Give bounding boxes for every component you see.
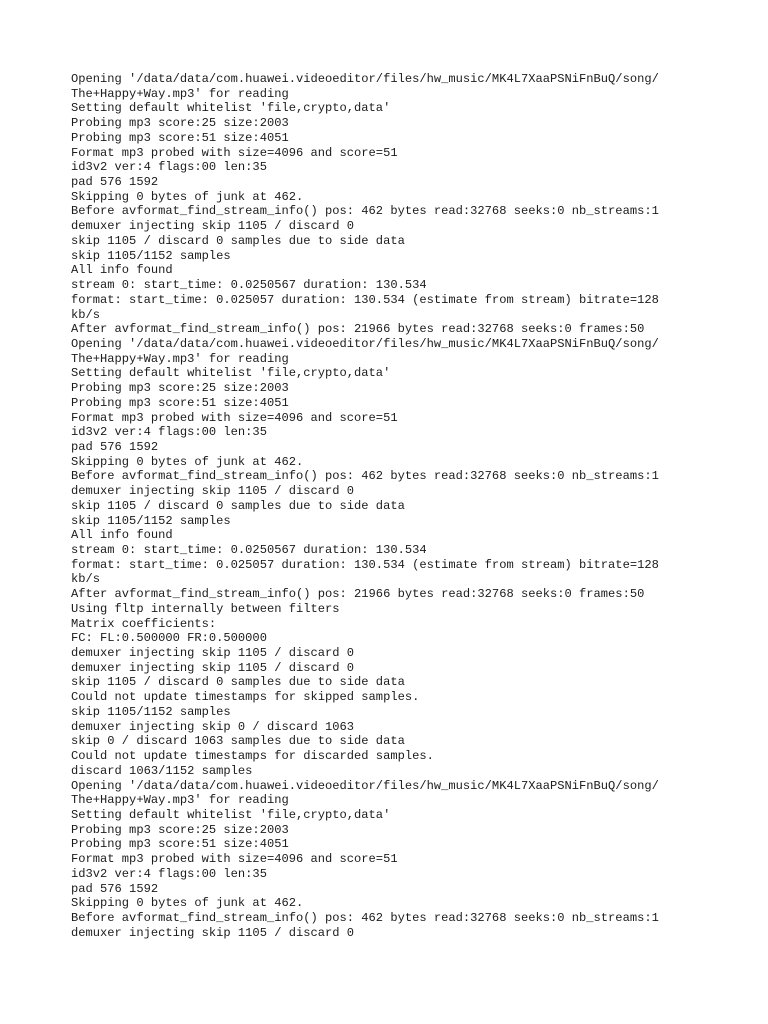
log-line: The+Happy+Way.mp3' for reading [71, 793, 289, 808]
log-line: FC: FL:0.500000 FR:0.500000 [71, 631, 267, 646]
log-line: stream 0: start_time: 0.0250567 duration: 130.534 [71, 543, 427, 557]
log-line: All info found [71, 263, 173, 278]
log-line: pad 576 1592 [71, 439, 159, 454]
log-line: demuxer injecting skip 1105 / discard 0 [71, 925, 355, 940]
log-line: format: start_time: 0.025057 duration: 130.534 (estimate from stream) bitrate=128 [71, 292, 659, 307]
log-line: After avformat_find_stream_info() pos: 21966 bytes read:32768 seeks:0 frames:50 [71, 322, 645, 337]
log-line: Format mp3 probed with size=4096 and score=51 [71, 852, 398, 867]
log-line: Probing mp3 score:25 size:2003 [71, 381, 289, 396]
log-line: Before avformat_find_stream_info() pos: 462 bytes read:32768 seeks:0 nb_streams:1 [71, 910, 659, 925]
log-line: Probing mp3 score:51 size:4051 [71, 837, 289, 852]
log-line: All info found [71, 528, 173, 543]
log-line: skip 0 / discard 1063 samples due to side data [71, 734, 405, 749]
log-line: skip 1105 / discard 0 samples due to side data [71, 498, 405, 513]
log-text-block [71, 72, 711, 940]
log-line: demuxer injecting skip 1105 / discard 0 [71, 219, 355, 234]
log-line: skip 1105 / discard 0 samples due to side data [71, 233, 405, 248]
log-line: Setting default whitelist 'file,crypto,data' [71, 807, 391, 822]
log-line: The+Happy+Way.mp3' for reading [71, 86, 289, 101]
log-line: pad 576 1592 [71, 881, 159, 896]
log-line: skip 1105/1152 samples [71, 513, 231, 528]
log-line: Setting default whitelist 'file,crypto,data' [71, 101, 391, 116]
log-line: Probing mp3 score:51 size:4051 [71, 130, 289, 145]
log-line: skip 1105/1152 samples [71, 248, 231, 263]
log-line: Could not update timestamps for discarded samples. [71, 749, 434, 764]
log-line: Probing mp3 score:51 size:4051 [71, 395, 289, 410]
log-line: Skipping 0 bytes of junk at 462. [71, 454, 304, 469]
log-line: demuxer injecting skip 1105 / discard 0 [71, 484, 355, 499]
log-line: Probing mp3 score:25 size:2003 [71, 116, 289, 131]
log-line: Opening '/data/data/com.huawei.videoeditor/files/hw_music/MK4L7XaaPSNiFnBuQ/song/ [71, 778, 659, 793]
log-line: id3v2 ver:4 flags:00 len:35 [71, 866, 267, 881]
log-line: Opening '/data/data/com.huawei.videoeditor/files/hw_music/MK4L7XaaPSNiFnBuQ/song/ [71, 336, 659, 351]
log-line: Probing mp3 score:25 size:2003 [71, 822, 289, 837]
log-line: stream 0: start_time: 0.0250567 duration: 130.534 [71, 278, 427, 293]
log-line: Setting default whitelist 'file,crypto,data' [71, 366, 391, 381]
log-line: id3v2 ver:4 flags:00 len:35 [71, 425, 267, 440]
log-line: pad 576 1592 [71, 175, 159, 190]
log-line: skip 1105 / discard 0 samples due to side data [71, 675, 405, 690]
log-line: Before avformat_find_stream_info() pos: 462 bytes read:32768 seeks:0 nb_streams:1 [71, 469, 659, 484]
log-line: Before avformat_find_stream_info() pos: 462 bytes read:32768 seeks:0 nb_streams:1 [71, 204, 659, 219]
log-line: Format mp3 probed with size=4096 and score=51 [71, 410, 398, 425]
log-line: demuxer injecting skip 1105 / discard 0 [71, 646, 355, 661]
log-line: The+Happy+Way.mp3' for reading [71, 351, 289, 366]
log-line: Format mp3 probed with size=4096 and score=51 [71, 145, 398, 160]
log-line: demuxer injecting skip 1105 / discard 0 [71, 660, 355, 675]
log-line: Could not update timestamps for skipped samples. [71, 690, 420, 705]
log-line: Using fltp internally between filters [71, 601, 340, 616]
log-line: id3v2 ver:4 flags:00 len:35 [71, 160, 267, 175]
log-line: After avformat_find_stream_info() pos: 21966 bytes read:32768 seeks:0 frames:50 [71, 587, 645, 602]
log-line: kb/s [71, 572, 101, 587]
log-line: Skipping 0 bytes of junk at 462. [71, 896, 304, 911]
log-line: demuxer injecting skip 0 / discard 1063 [71, 719, 355, 734]
log-line: discard 1063/1152 samples [71, 763, 253, 778]
log-line: kb/s [71, 307, 101, 322]
log-line: skip 1105/1152 samples [71, 704, 231, 719]
log-line: Matrix coefficients: [71, 616, 217, 631]
log-line: format: start_time: 0.025057 duration: 130.534 (estimate from stream) bitrate=128 [71, 557, 659, 572]
log-line: Skipping 0 bytes of junk at 462. [71, 189, 304, 204]
log-line: Opening '/data/data/com.huawei.videoeditor/files/hw_music/MK4L7XaaPSNiFnBuQ/song/ [71, 72, 659, 86]
